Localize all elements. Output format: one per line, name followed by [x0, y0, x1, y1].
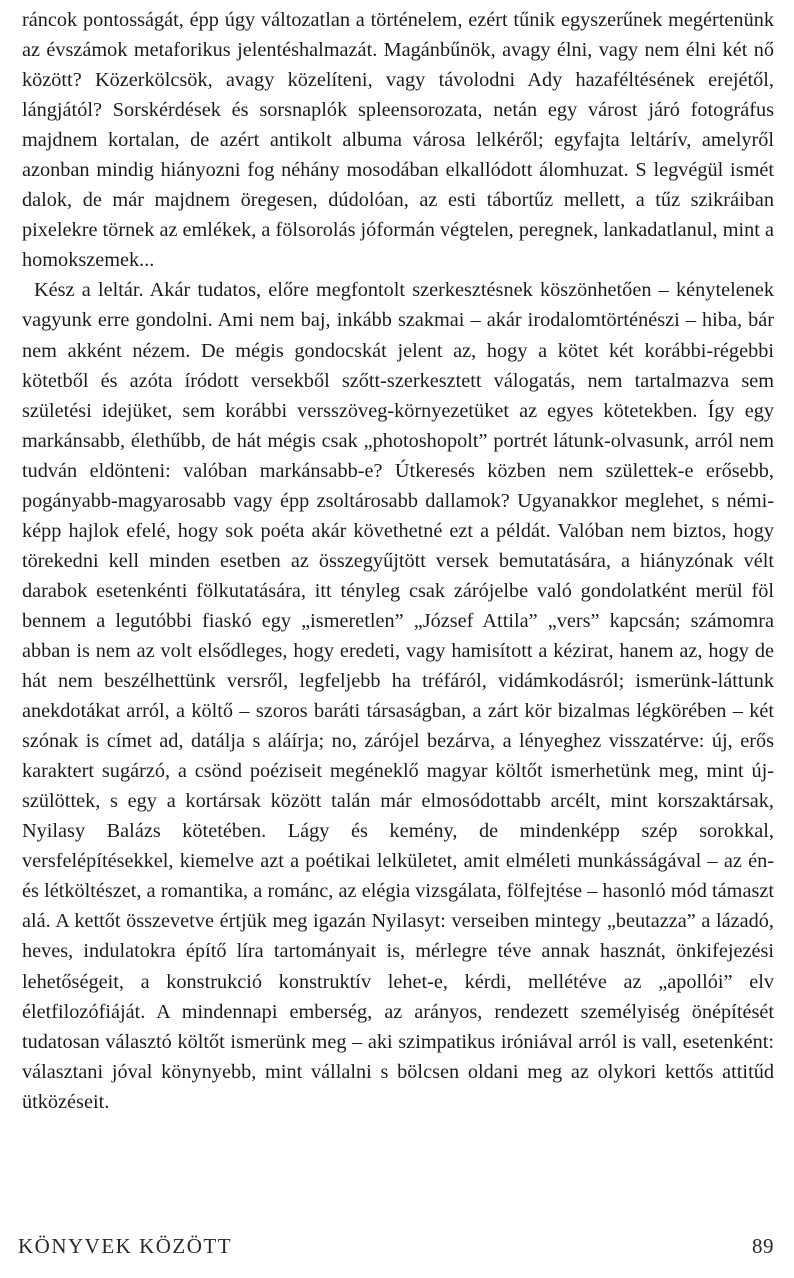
paragraph-review: Kész a leltár. Akár tudatos, előre megfontolt szerkesztésnek köszönhetően – kénytelenek vagyunk erre gondolni. Ami nem baj, inkább szakmai – akár irodalomtörténészi – hiba, bár nem akként nézem. De mégis gondocskát jelent az, hogy a kötet két korábbi-régebbi kötetből és azóta íródott versekből szőtt-szerkesztett válogatás, nem tartalmazva sem születési idejüket, sem korábbi versszöveg-környezetüket az egyes kötetekben. Így egy markánsabb, élethűbb, de hát mégis csak „photoshopolt” portrét látunk-olvasunk, arról nem tudván eldönteni: valóban markánsabb-e? Útkeresés közben nem születtek-e erősebb, pogányabb-magyarosabb vagy épp zsoltárosabb dallamok? Ugyanakkor meglehet, s némiképp hajlok efelé, hogy sok poéta akár követhetné ezt a példát. Valóban nem biztos, hogy törekedni kell minden esetben az összegyűjtött versek bemutatására, a hiányzónak vélt darabok esetenkénti fölkutatására, itt tényleg csak zárójelbe való gondolatként merül föl bennem a legutóbbi fiaskó egy „ismeretlen” „József Attila” „vers” kapcsán; számomra abban is nem az volt elsődleges, hogy eredeti, vagy hamisított a kézirat, hanem az, hogy de hát nem beszélhettünk versről, legfeljebb ha tréfáról, vidámkodásról; ismerünk-láttunk anekdotákat arról, a költő – szoros baráti társaságban, a zárt kör bizalmas légkörében – két szónak is címet ad, datálja s aláírja; no, zárójel bezárva, a lényeghez visszatérve: új, erős karaktert sugárzó, a csönd poéziseit megéneklő magyar költőt ismerhetünk meg, mint újszülöttek, s egy a kortársak között talán már elmosódottabb arcélt, mint korszaktársak, Nyilasy Balázs kötetében. Lágy és kemény, de mindenképp szép sorokkal, versfelépítésekkel, kiemelve azt a poétikai lelkületet, amit elméleti munkásságával – az én- és létköltészet, a romantika, a románc, az elégia vizsgálata, fölfejtése – hasonló mód támaszt alá. A kettőt összevetve értjük meg igazán Nyilasyt: verseiben mintegy „beutazza” a lázadó, heves, indulatokra építő líra tartományait is, mérlegre téve annak hasznát, önkifejezési lehetőségeit, a konstrukció konstruktív lehet-e, kérdi, mellétéve az „apollói” elv életfilozófiáját. A mindennapi emberség, az arányos, rendezett személyiség önépítését tudatosan választó költőt ismerünk meg – aki szimpatikus iróniával arról is vall, esetenként: választani jóval könynyebb, mint vállalni s bölcsen oldani meg az olykori kettős attitűd ütközéseit. [22, 279, 774, 1113]
page-body [22, 5, 774, 1117]
running-footer-section: KÖNYVEK KÖZÖTT [18, 1234, 233, 1258]
page-number: 89 [752, 1234, 774, 1258]
page-footer [18, 1234, 774, 1264]
paragraph-continued: ráncok pontosságát, épp úgy változatlan a történelem, ezért tűnik egyszerűnek megértenünk az évszámok metaforikus jelentéshalmazát. Magánbűnök, avagy élni, vagy nem élni két nő között? Közerkölcsök, avagy közelíteni, vagy távolodni Ady hazaféltésének erejétől, lángjától? Sorskérdések és sorsnaplók spleensorozata, netán egy várost járó fotográfus majdnem kortalan, de azért antikolt albuma városa lelkéről; egyfajta leltárív, amelyről azonban mindig hiányozni fog néhány mosodában elkallódott álomhuzat. S legvégül ismét dalok, de már majdnem öregesen, dúdolóan, az esti tábortűz mellett, a tűz szikráiban pixelekre törnek az emlékek, a fölsorolás jóformán végtelen, peregnek, lankadatlanul, mint a homokszemek... [22, 9, 774, 272]
